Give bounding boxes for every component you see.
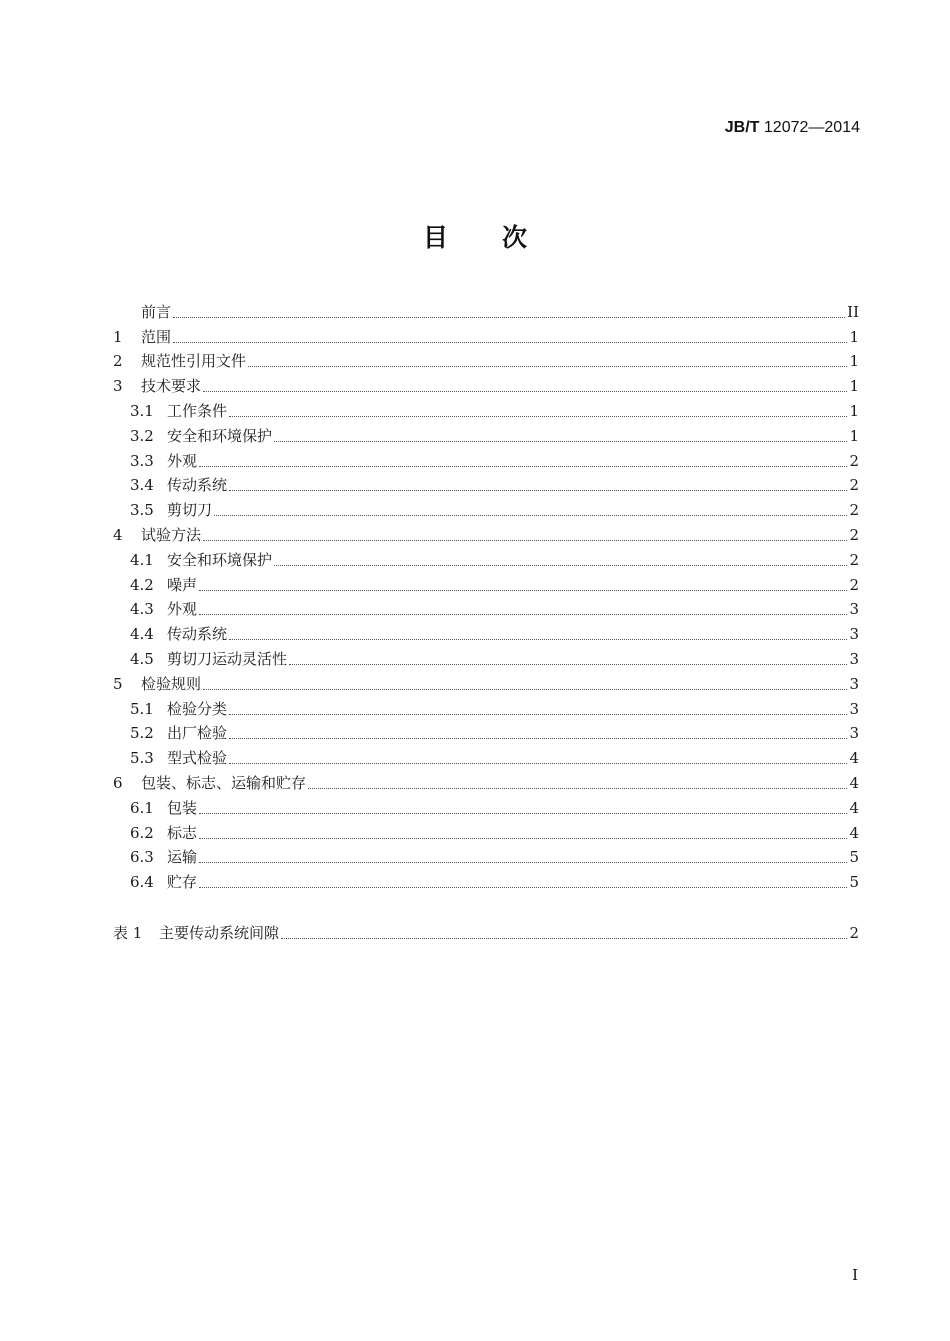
- standard-prefix: JB/T: [724, 119, 760, 136]
- toc-entry-number: 3.4: [130, 476, 154, 495]
- toc-leader-dots: [199, 828, 847, 839]
- toc-leader-dots: [229, 406, 847, 417]
- toc-leader-dots: [229, 704, 847, 715]
- toc-entry-number: 3.3: [130, 451, 154, 470]
- toc-entry[interactable]: [113, 742, 859, 767]
- toc-entry-page: 5: [849, 848, 859, 867]
- toc-entry-number: 6: [113, 773, 123, 792]
- table-of-contents: [113, 296, 859, 942]
- toc-leader-dots: [199, 877, 847, 888]
- toc-entry-number: 4.1: [130, 550, 154, 569]
- toc-entry-title: 噪声: [167, 575, 198, 594]
- toc-entry-title: 技术要求: [141, 377, 202, 396]
- toc-leader-dots: [281, 928, 847, 939]
- toc-entry[interactable]: [113, 296, 859, 321]
- toc-entry-title: 剪切刀: [167, 501, 213, 520]
- toc-entry-number: 6.1: [130, 798, 154, 817]
- toc-entry-title: 出厂检验: [167, 724, 228, 743]
- toc-entry-number: 5: [113, 674, 123, 693]
- toc-entry-page: 5: [849, 873, 859, 892]
- toc-leader-dots: [199, 604, 847, 615]
- toc-leader-dots: [203, 530, 847, 541]
- toc-entry[interactable]: [113, 618, 859, 643]
- toc-entry[interactable]: [113, 569, 859, 594]
- toc-entry[interactable]: [113, 817, 859, 842]
- toc-entry[interactable]: [113, 420, 859, 445]
- toc-entry-title: 安全和环境保护: [167, 426, 273, 445]
- toc-entry[interactable]: [113, 718, 859, 743]
- toc-entry[interactable]: [113, 643, 859, 668]
- toc-leader-dots: [199, 803, 847, 814]
- toc-entry[interactable]: [113, 866, 859, 891]
- toc-entry-page: 1: [849, 401, 859, 420]
- toc-entry[interactable]: [113, 594, 859, 619]
- toc-entry[interactable]: [113, 842, 859, 867]
- toc-entry-page: 4: [849, 823, 859, 842]
- toc-entry-title: 外观: [167, 600, 198, 619]
- toc-leader-dots: [274, 431, 847, 442]
- toc-entry-number: 5.3: [130, 749, 154, 768]
- toc-entry-title: 检验分类: [167, 699, 228, 718]
- toc-leader-dots: [248, 356, 847, 367]
- toc-entry-page: 2: [849, 476, 859, 495]
- toc-leader-dots: [229, 753, 847, 764]
- toc-entry-page: 2: [849, 451, 859, 470]
- standard-number: 12072—2014: [763, 119, 860, 136]
- toc-entry[interactable]: [113, 494, 859, 519]
- toc-entry[interactable]: [113, 445, 859, 470]
- toc-entry-number: 6.4: [130, 873, 154, 892]
- toc-leader-dots: [229, 480, 847, 491]
- toc-entry-page: 1: [849, 377, 859, 396]
- toc-entry-title: 包装: [167, 798, 198, 817]
- toc-entry-title: 规范性引用文件: [141, 352, 247, 371]
- toc-entry-number: 5.1: [130, 699, 154, 718]
- toc-entry-title: 贮存: [167, 873, 198, 892]
- toc-entry[interactable]: [113, 346, 859, 371]
- toc-entry-title: 工作条件: [167, 401, 228, 420]
- toc-entry-number: 3: [113, 377, 123, 396]
- toc-entry-number: 6.3: [130, 848, 154, 867]
- page-title: 目次: [422, 223, 581, 252]
- toc-entry-page: 3: [849, 674, 859, 693]
- toc-entry-page: 2: [849, 501, 859, 520]
- toc-entry-title: 试验方法: [141, 525, 202, 544]
- toc-leader-dots: [203, 679, 847, 690]
- toc-entry-number: 4.2: [130, 575, 154, 594]
- toc-leader-dots: [214, 505, 847, 516]
- toc-entry-page: 2: [849, 550, 859, 569]
- toc-entry-page: 4: [849, 749, 859, 768]
- toc-entry-number: 6.2: [130, 823, 154, 842]
- page-number: I: [852, 1266, 858, 1284]
- toc-leader-dots: [229, 728, 847, 739]
- toc-entry-page: 3: [849, 649, 859, 668]
- toc-entry-title: 安全和环境保护: [167, 550, 273, 569]
- toc-entry-page: 4: [849, 773, 859, 792]
- toc-entry-page: 2: [849, 525, 859, 544]
- toc-entry-number: 4: [113, 525, 123, 544]
- toc-entry[interactable]: [113, 519, 859, 544]
- toc-entry[interactable]: [113, 470, 859, 495]
- toc-leader-dots: [199, 456, 847, 467]
- toc-entry-page: II: [847, 302, 859, 321]
- toc-entry-number: 3.2: [130, 426, 154, 445]
- toc-entry-number: 4.5: [130, 649, 154, 668]
- toc-entry-number: 5.2: [130, 724, 154, 743]
- toc-entry-title: 范围: [141, 327, 172, 346]
- toc-leader-dots: [173, 332, 847, 343]
- toc-entry-page: 3: [849, 600, 859, 619]
- toc-entry[interactable]: [113, 370, 859, 395]
- toc-leader-dots: [308, 778, 847, 789]
- toc-entry-page: 3: [849, 699, 859, 718]
- toc-entry-title: 型式检验: [167, 749, 228, 768]
- toc-entry-page: 4: [849, 798, 859, 817]
- toc-entry-page: 3: [849, 625, 859, 644]
- toc-entry-number: 4.4: [130, 625, 154, 644]
- toc-entry-title: 外观: [167, 451, 198, 470]
- toc-leader-dots: [229, 629, 847, 640]
- toc-entry[interactable]: [113, 544, 859, 569]
- toc-entry-number: 1: [113, 327, 123, 346]
- toc-entry-title: 标志: [167, 823, 198, 842]
- toc-entry-title: 运输: [167, 848, 198, 867]
- toc-entry[interactable]: [113, 395, 859, 420]
- toc-leader-dots: [274, 555, 847, 566]
- toc-entry-number: 4.3: [130, 600, 154, 619]
- toc-leader-dots: [289, 654, 847, 665]
- toc-leader-dots: [199, 852, 847, 863]
- toc-leader-dots: [173, 307, 845, 318]
- toc-entry-title: 传动系统: [167, 625, 228, 644]
- toc-entry-number: 表 1: [113, 923, 143, 942]
- toc-entry-number: 3.5: [130, 501, 154, 520]
- toc-leader-dots: [203, 381, 847, 392]
- toc-entry-title: 传动系统: [167, 476, 228, 495]
- toc-entry-page: 3: [849, 724, 859, 743]
- toc-entry-number: 2: [113, 352, 123, 371]
- toc-entry[interactable]: [113, 321, 859, 346]
- standard-code: [725, 119, 860, 137]
- toc-entry-page: 1: [849, 327, 859, 346]
- toc-entry-page: 2: [849, 575, 859, 594]
- toc-entry[interactable]: [113, 668, 859, 693]
- toc-entry[interactable]: [113, 767, 859, 792]
- toc-entry-title: 包装、标志、运输和贮存: [141, 773, 307, 792]
- toc-entry[interactable]: [113, 693, 859, 718]
- toc-entry-title: 主要传动系统间隙: [159, 923, 280, 942]
- toc-entry-title: 剪切刀运动灵活性: [167, 649, 288, 668]
- toc-entry-number: 3.1: [130, 401, 154, 420]
- toc-entry-page: 2: [849, 923, 859, 942]
- toc-entry-page: 1: [849, 352, 859, 371]
- toc-entry[interactable]: [113, 792, 859, 817]
- toc-entry-title: 前言: [141, 302, 172, 321]
- toc-table-entry[interactable]: [113, 917, 859, 942]
- toc-entry-page: 1: [849, 426, 859, 445]
- toc-entry-title: 检验规则: [141, 674, 202, 693]
- toc-leader-dots: [199, 580, 847, 591]
